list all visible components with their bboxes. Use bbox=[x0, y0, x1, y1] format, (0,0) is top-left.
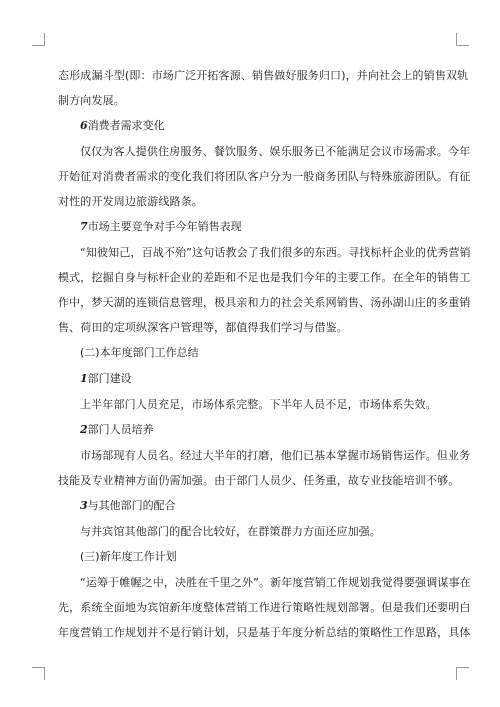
paragraph-line: 模式，挖掘自身与标杆企业的差距和不足也是我们今年的主要工作。在全年的销售工 bbox=[58, 271, 471, 284]
crop-mark-top-left bbox=[32, 33, 45, 46]
paragraph-line: 态形成漏斗型(即：市场广泛开拓客源、销售做好服务归口)，并向社会上的销售双轨 bbox=[58, 69, 469, 82]
crop-mark-bottom-left bbox=[32, 667, 45, 680]
heading-text: 部门建设 bbox=[87, 372, 132, 385]
paragraph-line: 市场部现有人员名。经过大半年的打磨，他们已基本掌握市场销售运作。但业务 bbox=[80, 449, 471, 462]
paragraph-line: 与并宾馆其他部门的配合比较好，在群策群力方面还应加强。 bbox=[80, 525, 382, 538]
heading-text: 市场主要竞争对手今年销售表现 bbox=[87, 220, 242, 233]
paragraph-line: “运筹于帷幄之中，决胜在千里之外”。新年度营销工作规划我觉得要强调谋事在 bbox=[80, 576, 471, 589]
crop-mark-top-right bbox=[456, 33, 469, 46]
heading-number: 2 bbox=[80, 423, 88, 436]
section-heading: (三)新年度工作计划 bbox=[80, 550, 177, 563]
crop-mark-bottom-right bbox=[456, 667, 469, 680]
paragraph-line: 技能及专业精神方面仍需加强。由于部门人员少、任务重，故专业技能培训不够。 bbox=[58, 474, 460, 487]
paragraph-line: 仅仅为客人提供住房服务、餐饮服务、娱乐服务已不能满足会议市场需求。今年 bbox=[80, 145, 471, 158]
paragraph-line: 售、荷田的定项纵深客户管理等，都值得我们学习与借鉴。 bbox=[58, 321, 348, 334]
section-heading bbox=[58, 366, 442, 392]
section-heading bbox=[58, 417, 442, 443]
paragraph-line: 作中，梦天湖的连锁信息管理，极具亲和力的社会关系网销售、汤孙湖山庄的多重销 bbox=[58, 296, 471, 309]
section-heading bbox=[58, 214, 442, 240]
document-body bbox=[58, 63, 471, 645]
paragraph-line: “知彼知己，百战不殆”这句话教会了我们很多的东西。寻找标杆企业的优秀营销 bbox=[80, 246, 471, 259]
paragraph-line: 上半年部门人员充足，市场体系完整。下半年人员不足，市场体系失效。 bbox=[80, 398, 437, 411]
paragraph-line: 制方向发展。 bbox=[58, 94, 125, 107]
heading-text: 消费者需求变化 bbox=[87, 119, 165, 132]
paragraph-line: 开始征对消费者需求的变化我们将团队客户分为一般商务团队与特殊旅游团队。有征 bbox=[58, 170, 471, 183]
heading-number: 1 bbox=[80, 372, 88, 385]
heading-number: 7 bbox=[80, 220, 88, 233]
heading-number: 6 bbox=[80, 119, 88, 132]
paragraph-line: 先，系统全面地为宾馆新年度整体营销工作进行策略性规划部署。但是我们还要明白 bbox=[58, 601, 471, 614]
section-heading: (二)本年度部门工作总结 bbox=[80, 346, 199, 359]
heading-number: 3 bbox=[80, 499, 88, 512]
heading-text: 与其他部门的配合 bbox=[87, 499, 176, 512]
section-heading bbox=[58, 113, 442, 139]
heading-text: 部门人员培养 bbox=[87, 423, 154, 436]
section-heading bbox=[58, 493, 442, 519]
paragraph-line: 对性的开发周边旅游线路条。 bbox=[58, 195, 203, 208]
paragraph-line: 年度营销工作规划并不是行销计划，只是基于年度分析总结的策略性工作思路，具体 bbox=[58, 626, 471, 639]
